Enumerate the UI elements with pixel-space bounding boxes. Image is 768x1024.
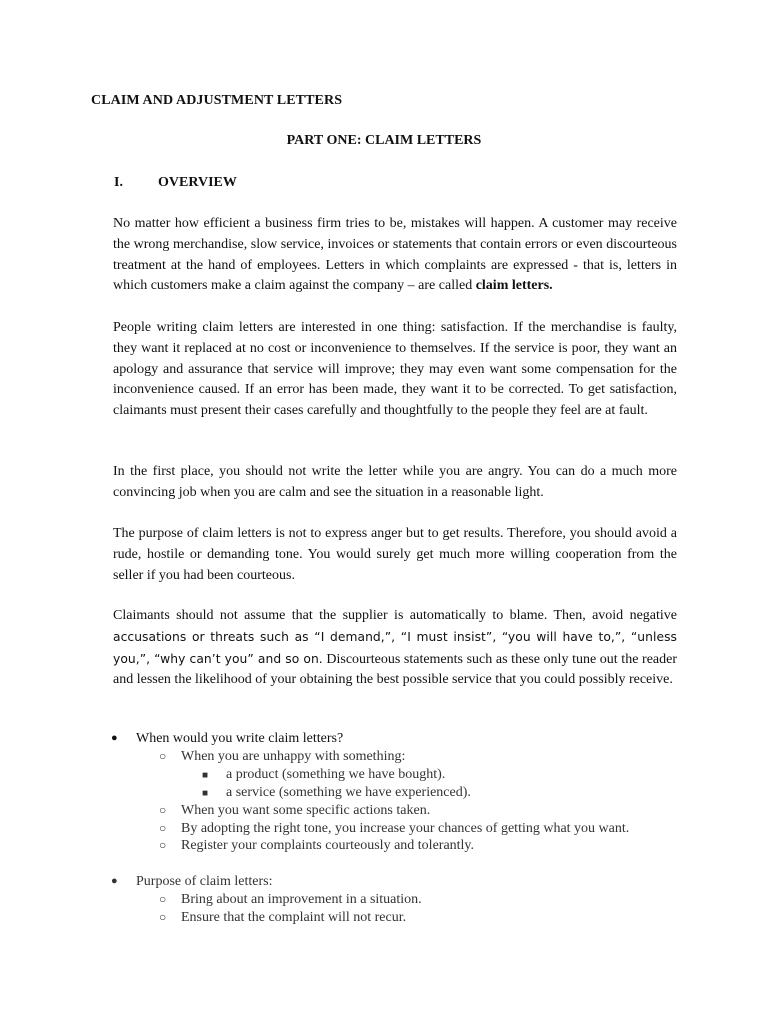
- circle-bullet-icon: ○: [159, 821, 167, 835]
- circle-bullet-icon: ○: [159, 803, 167, 817]
- list-item: [202, 766, 446, 783]
- paragraph-text: No matter how efficient a business firm tries to be, mistakes will happen. A customer may receive the wrong merchandise, slow service, invoices or statements that contain errors or even discourteous treatment at the hand of employees. Letters in which complaints are expressed - that is, letters in which customers make a claim against the company – are called: [113, 216, 677, 294]
- list-item-text: a product (something we have bought).: [226, 767, 446, 782]
- paragraph-satisfaction: People writing claim letters are interested in one thing: satisfaction. If the merchandise is faulty, they want it replaced at no cost or inconvenience to themselves. If the service is poor, they want an apology and assurance that service will improve; they may even want some compensation for the inconvenience caused. If an error has been made, they want it to be corrected. To get satisfaction, claimants must present their cases carefully and thoughtfully to the people they feel are at fault.: [113, 320, 677, 419]
- list-item-text: Register your complaints courteously and tolerantly.: [181, 838, 475, 853]
- paragraph-purpose: The purpose of claim letters is not to express anger but to get results. Therefore, you should avoid a rude, hostile or demanding tone. You would surely get much more willing cooperation from the seller if you had been courteous.: [113, 526, 677, 583]
- square-bullet-icon: ■: [202, 770, 209, 781]
- section-title: OVERVIEW: [158, 175, 237, 190]
- list-item: [159, 837, 475, 854]
- document-title: CLAIM AND ADJUSTMENT LETTERS: [91, 93, 343, 108]
- circle-bullet-icon: ○: [159, 892, 167, 906]
- list-item-text: When you want some specific actions taken.: [181, 803, 431, 818]
- list-item-text: Ensure that the complaint will not recur.: [181, 910, 407, 925]
- paragraph-avoid-blame: [113, 606, 677, 691]
- list-item: [111, 730, 344, 747]
- paragraph-text: Discourteous statements such as these only tune out the reader and lessen the likelihood of your obtaining the best possible service that you could possibly receive.: [113, 651, 678, 688]
- list-item-text: By adopting the right tone, you increase your chances of getting what you want.: [181, 821, 630, 836]
- section-number: I.: [114, 175, 123, 190]
- square-bullet-icon: ■: [202, 788, 209, 799]
- paragraph-text: Claimants should not assume that the supplier is automatically to blame. Then, avoid negative: [113, 608, 677, 623]
- list-item: [159, 802, 431, 819]
- part-title-text: PART ONE: CLAIM LETTERS: [286, 133, 482, 148]
- list-item-text: When you are unhappy with something:: [181, 749, 406, 764]
- list-item: [159, 909, 407, 926]
- list-item: [159, 891, 422, 908]
- paragraph-not-angry: In the first place, you should not write the letter while you are angry. You can do a much more convincing job when you are calm and see the situation in a reasonable light.: [113, 464, 677, 500]
- circle-bullet-icon: ○: [159, 838, 167, 852]
- bullet-icon: ●: [111, 732, 118, 744]
- list-item-text: Purpose of claim letters:: [136, 874, 273, 889]
- paragraph-quoted-phrases: accusations or threats such as “I demand,”, “I must insist”, “you will have to,”, “unless you,”, “why can’t you” and so on.: [113, 629, 677, 666]
- circle-bullet-icon: ○: [159, 910, 167, 924]
- part-title: [0, 133, 768, 149]
- list-item: [159, 820, 630, 837]
- list-item: [111, 873, 273, 890]
- list-item: [202, 784, 471, 801]
- list-item-text: When would you write claim letters?: [136, 731, 344, 746]
- bold-term: claim letters.: [475, 278, 553, 294]
- paragraph-overview-intro: [113, 214, 677, 297]
- list-item-text: Bring about an improvement in a situation.: [181, 892, 422, 907]
- list-item-text: a service (something we have experienced).: [226, 785, 471, 800]
- circle-bullet-icon: ○: [159, 749, 167, 763]
- list-item: [159, 748, 406, 765]
- bullet-icon: ●: [111, 875, 118, 887]
